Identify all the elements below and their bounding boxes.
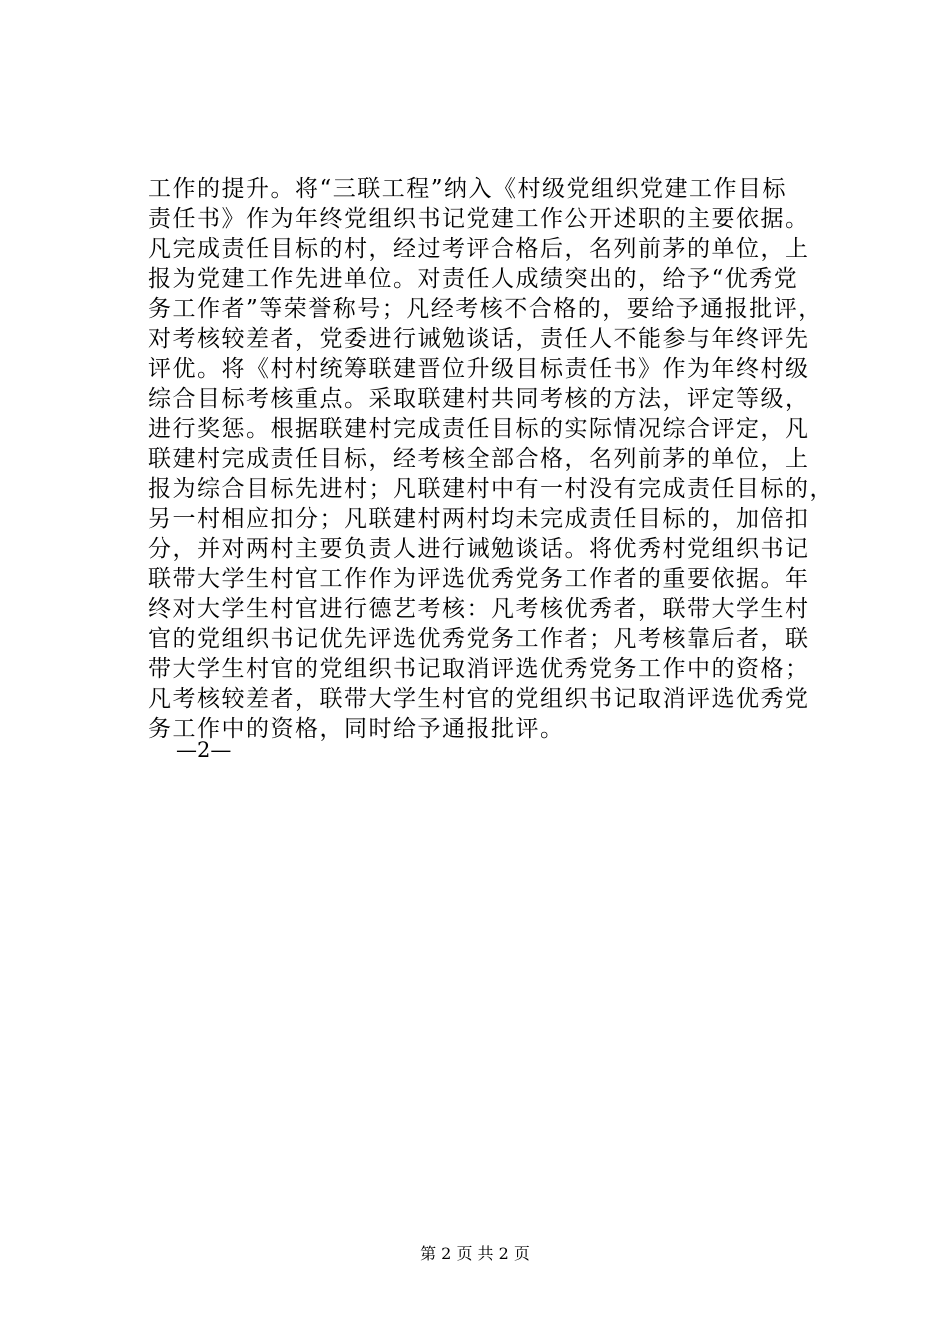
text-line: 综合目标考核重点。采取联建村共同考核的方法，评定等级，: [148, 386, 810, 412]
inline-page-number: —2—: [176, 738, 232, 762]
text-line: 凡考核较差者，联带大学生村官的党组织书记取消评选优秀党: [148, 686, 810, 712]
body-paragraph: [148, 174, 848, 744]
text-line: 联带大学生村官工作作为评选优秀党务工作者的重要依据。年: [148, 566, 810, 592]
text-line: 务工作中的资格，同时给予通报批评。: [148, 716, 565, 742]
text-line: 报为综合目标先进村；凡联建村中有一村没有完成责任目标的，: [148, 476, 834, 502]
text-line: 报为党建工作先进单位。对责任人成绩突出的，给予“优秀党: [148, 266, 799, 292]
text-line: 官的党组织书记优先评选优秀党务工作者；凡考核靠后者，联: [148, 626, 810, 652]
text-line: 务工作者”等荣誉称号；凡经考核不合格的，要给予通报批评，: [148, 296, 823, 322]
text-line: 对考核较差者，党委进行诫勉谈话，责任人不能参与年终评先: [148, 326, 810, 352]
page-footer: 第 2 页 共 2 页: [420, 1244, 530, 1263]
text-line: 进行奖惩。根据联建村完成责任目标的实际情况综合评定，凡: [148, 416, 810, 442]
text-line: 责任书》作为年终党组织书记党建工作公开述职的主要依据。: [148, 206, 810, 232]
text-line: 另一村相应扣分；凡联建村两村均未完成责任目标的，加倍扣: [148, 506, 810, 532]
text-line: 带大学生村官的党组织书记取消评选优秀党务工作中的资格；: [148, 656, 810, 682]
text-line: 工作的提升。将“三联工程”纳入《村级党组织党建工作目标: [148, 176, 788, 202]
text-line: 评优。将《村村统筹联建晋位升级目标责任书》作为年终村级: [148, 356, 810, 382]
text-line: 终对大学生村官进行德艺考核：凡考核优秀者，联带大学生村: [148, 596, 810, 622]
text-line: 联建村完成责任目标，经考核全部合格，名列前茅的单位，上: [148, 446, 810, 472]
text-line: 凡完成责任目标的村，经过考评合格后，名列前茅的单位，上: [148, 236, 810, 262]
text-line: 分，并对两村主要负责人进行诫勉谈话。将优秀村党组织书记: [148, 536, 810, 562]
